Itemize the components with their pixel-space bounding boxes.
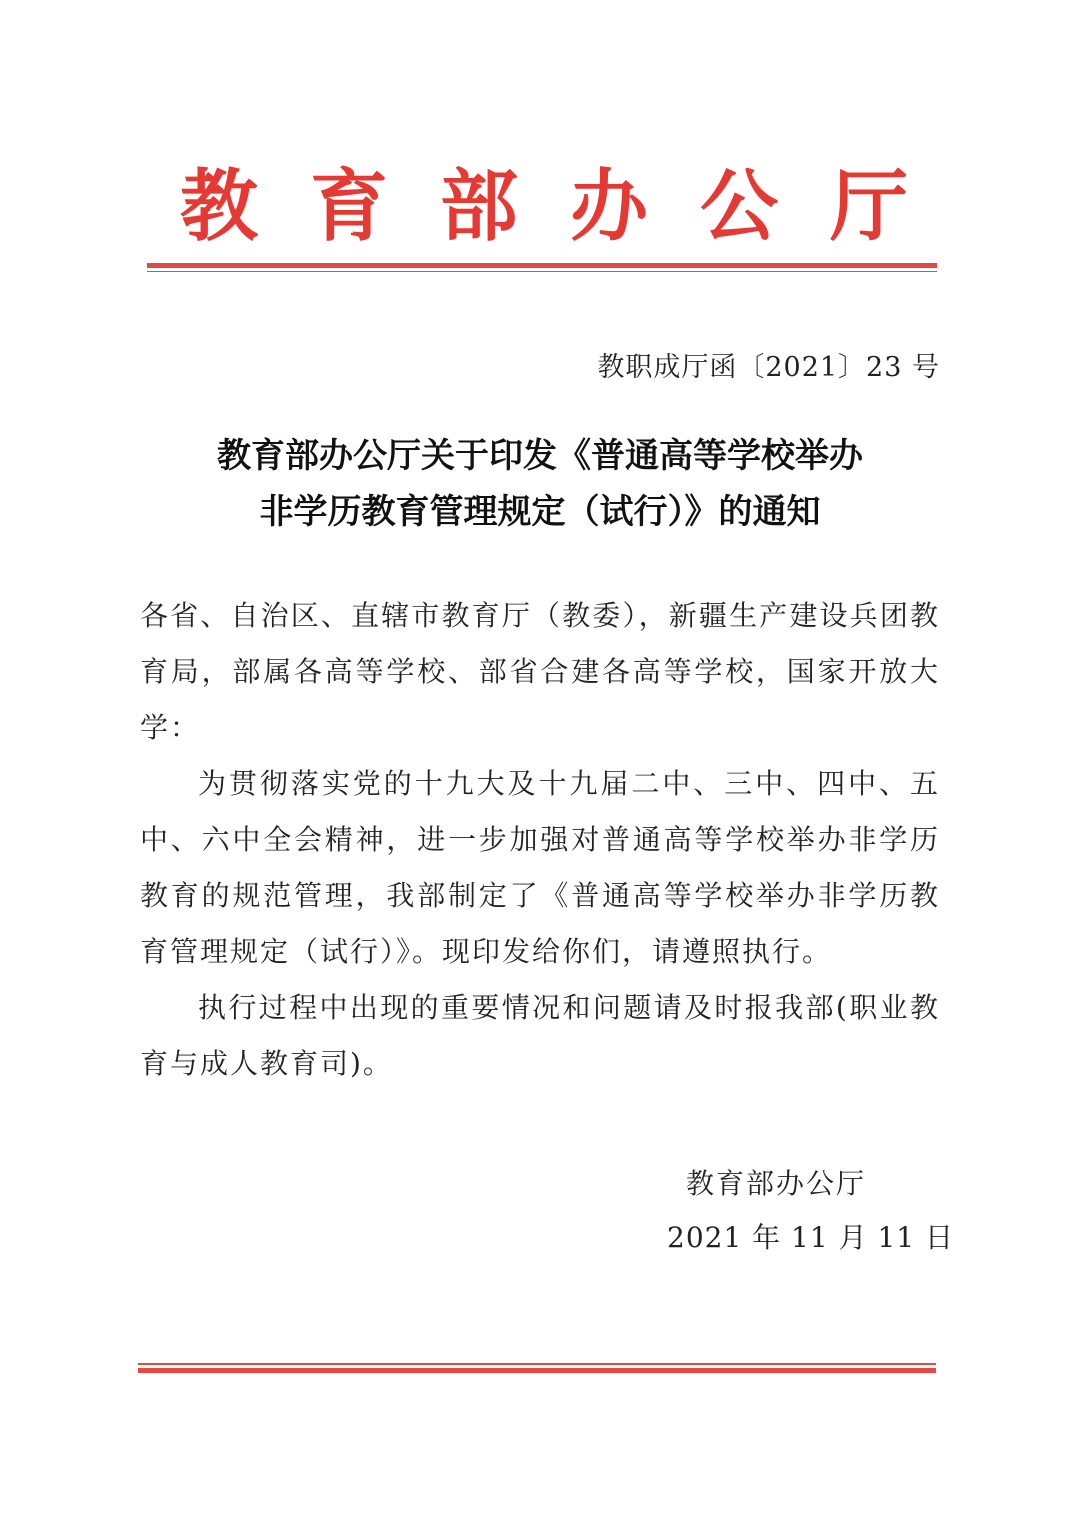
footer-red-rule-thin: [138, 1363, 936, 1365]
body-paragraph: 为贯彻落实党的十九大及十九届二中、三中、四中、五中、六中全会精神，进一步加强对普通高等学校举办非学历教育的规范管理，我部制定了《普通高等学校举办非学历教育管理规定（试行）》。现印发给你们，请遵照执行。: [140, 767, 940, 968]
document-body: [140, 588, 940, 1092]
document-number: 教职成厅函〔2021〕23 号: [597, 352, 940, 383]
document-title-line-2: 非学历教育管理规定（试行）》的通知: [259, 492, 821, 532]
letterhead-red-rule-thin: [147, 271, 937, 272]
addressee: 各省、自治区、直辖市教育厅（教委），新疆生产建设兵团教育局，部属各高等学校、部省合建各高等学校，国家开放大学：: [140, 599, 940, 744]
document-title-line-1: 教育部办公厅关于印发《普通高等学校举办: [217, 436, 863, 476]
signature-date: 2021 年 11 月 11 日: [667, 1221, 955, 1254]
footer-red-rule: [138, 1368, 936, 1373]
document-title: [0, 428, 1080, 540]
body-paragraph: 执行过程中出现的重要情况和问题请及时报我部(职业教育与成人教育司)。: [140, 991, 940, 1080]
letterhead: [0, 150, 1080, 250]
letterhead-org-name: 教育部办公厅: [179, 161, 960, 252]
letterhead-red-rule: [147, 263, 937, 268]
signature-org: 教育部办公厅: [686, 1167, 867, 1200]
